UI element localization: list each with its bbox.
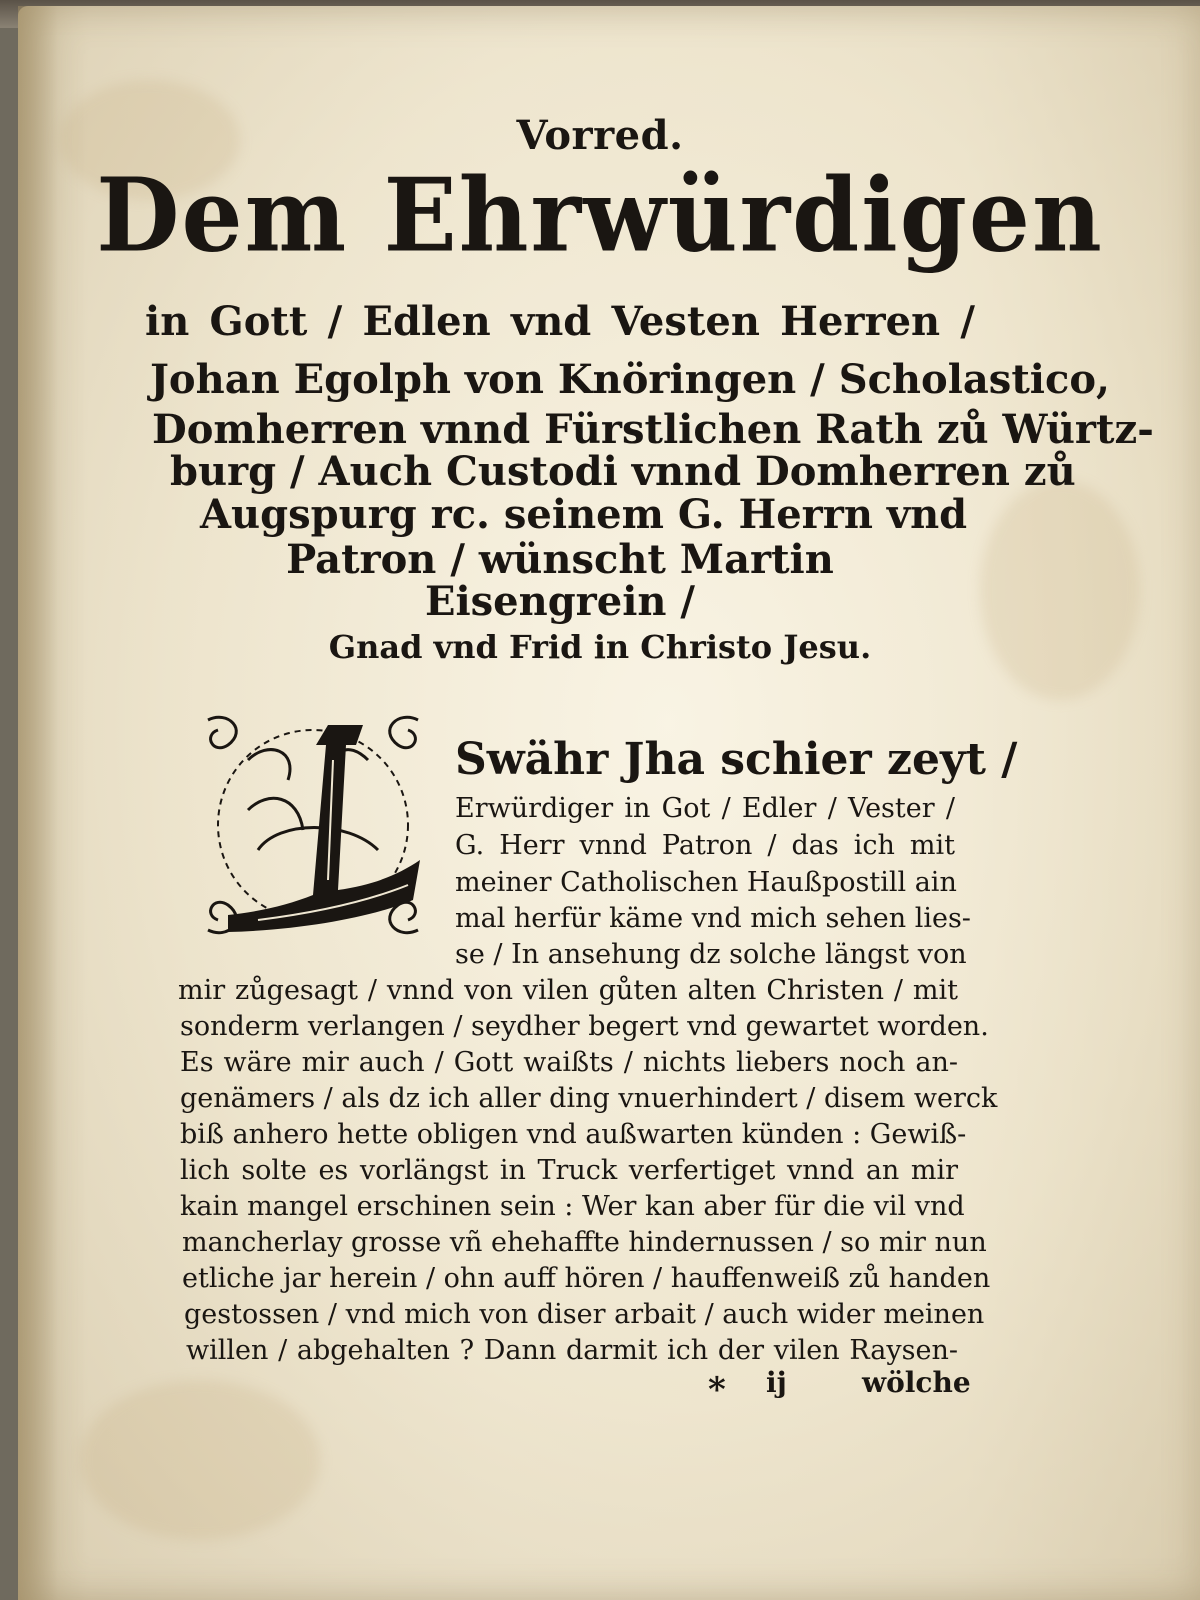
body-line: Es wäre mir auch / Gott waißts / nichts liebers noch an- <box>180 1047 958 1078</box>
body-line: genämers / als dz ich aller ding vnuerhindert / disem werck <box>180 1083 998 1114</box>
catchword: wölche <box>862 1366 971 1399</box>
dedication-line: in Gott / Edlen vnd Vesten Herren / <box>145 298 975 345</box>
body-line: etliche jar herein / ohn auff hören / hauffenweiß zů handen <box>182 1263 991 1294</box>
dedication-line: burg / Auch Custodi vnnd Domherren zů <box>170 448 1076 495</box>
body-line: sonderm verlangen / seydher begert vnd gewartet worden. <box>180 1011 989 1042</box>
signature-mark: * <box>708 1370 726 1410</box>
body-line: mancherlay grosse vñ ehehaffte hindernussen / so mir nun <box>182 1227 987 1258</box>
body-line: mal herfür käme vnd mich sehen lies- <box>455 903 971 934</box>
body-line: willen / abgehalten ? Dann darmit ich der vilen Raysen- <box>186 1335 958 1366</box>
dedication-line: Patron / wünscht Martin <box>286 536 834 583</box>
dedication-line: Eisengrein / <box>424 578 696 625</box>
running-heading: Vorred. <box>516 112 684 159</box>
page-title: Dem Ehrwürdigen <box>96 156 1104 275</box>
signature: ij <box>766 1366 787 1399</box>
decorated-initial-l-icon <box>188 700 438 950</box>
body-line: se / In ansehung dz solche längst von <box>455 939 967 970</box>
body-line: kain mangel erschinen sein : Wer kan aber für die vil vnd <box>180 1191 965 1222</box>
dedication-line: Johan Egolph von Knöringen / Scholastico, <box>150 356 1110 403</box>
body-line: meiner Catholischen Haußpostill ain <box>455 867 957 898</box>
paper-stain <box>80 1380 320 1540</box>
body-line: G. Herr vnnd Patron / das ich mit <box>455 830 955 861</box>
body-line: lich solte es vorlängst in Truck verfertiget vnnd an mir <box>180 1155 958 1186</box>
dedication-line: Augspurg rc. seinem G. Herrn vnd <box>200 491 968 538</box>
paper-stain <box>980 480 1140 700</box>
body-line: mir zůgesagt / vnnd von vilen gůten alten Christen / mit <box>178 975 958 1006</box>
body-line: Erwürdiger in Got / Edler / Vester / <box>455 793 955 824</box>
body-line: biß anhero hette obligen vnd außwarten künden : Gewiß- <box>180 1119 967 1150</box>
greeting-line: Gnad vnd Frid in Christo Jesu. <box>328 628 872 666</box>
dedication-line: Domherren vnnd Fürstlichen Rath zů Würtz- <box>152 406 1154 453</box>
body-line: gestossen / vnd mich von diser arbait / auch wider meinen <box>184 1299 985 1330</box>
body-line-opening: Swähr Jha schier zeyt / <box>455 734 1018 785</box>
